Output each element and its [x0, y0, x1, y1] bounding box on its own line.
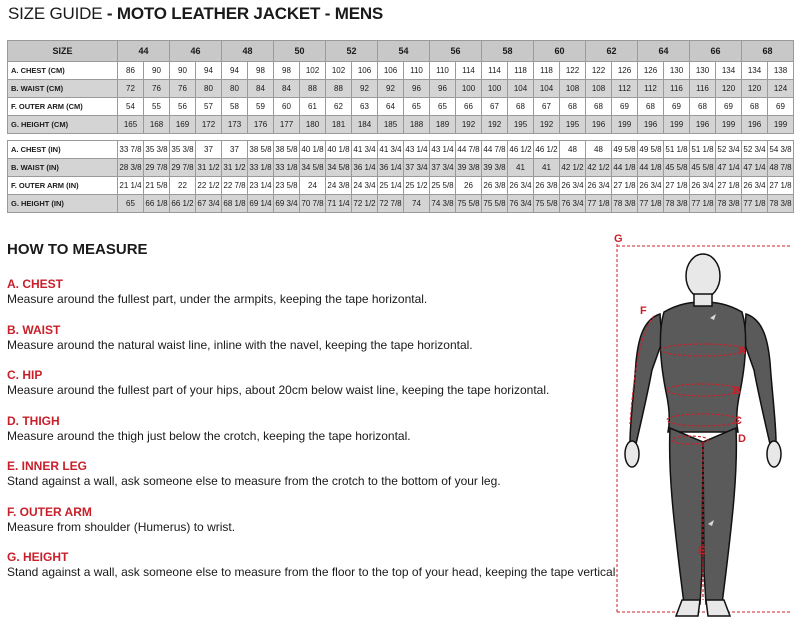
row-label: G. HEIGHT (IN)	[8, 195, 118, 213]
table-cell: 126	[638, 62, 664, 80]
table-cell: 35 3/8	[170, 141, 196, 159]
table-cell: 114	[456, 62, 482, 80]
table-cell: 192	[534, 116, 560, 134]
table-cell: 24 3/8	[326, 177, 352, 195]
table-cell: 199	[664, 116, 690, 134]
table-cell: 68	[742, 98, 768, 116]
measure-title: D. THIGH	[7, 413, 60, 428]
table-cell: 52 3/4	[742, 141, 768, 159]
table-cell: 21 5/8	[144, 177, 170, 195]
table-cell: 177	[274, 116, 300, 134]
table-cell: 199	[716, 116, 742, 134]
table-cell: 104	[534, 80, 560, 98]
row-label: A. CHEST (IN)	[8, 141, 118, 159]
measure-title: E. INNER LEG	[7, 459, 88, 473]
table-cell: 38 5/8	[274, 141, 300, 159]
table-cell: 74	[404, 195, 430, 213]
table-cell: 31 1/2	[196, 159, 222, 177]
table-cell: 120	[716, 80, 742, 98]
table-cell: 58	[222, 98, 248, 116]
table-cell: 26 3/8	[482, 177, 508, 195]
table-cell: 77 1/8	[638, 195, 664, 213]
measure-description: Measure around the fullest part of your hips, about 20cm below waist line, keeping the tape horizontal.	[7, 383, 550, 397]
table-row	[8, 159, 794, 177]
table-cell: 98	[274, 62, 300, 80]
table-spacer	[8, 134, 794, 141]
table-cell: 23 5/8	[274, 177, 300, 195]
measure-description: Stand against a wall, ask someone else to measure from the crotch to the bottom of your leg.	[7, 474, 501, 488]
table-cell: 88	[300, 80, 326, 98]
table-cell: 25 5/8	[430, 177, 456, 195]
table-cell: 78 3/8	[716, 195, 742, 213]
table-row	[8, 177, 794, 195]
table-cell: 92	[378, 80, 404, 98]
table-cell: 196	[742, 116, 768, 134]
table-cell: 69	[664, 98, 690, 116]
table-cell: 66 1/8	[144, 195, 170, 213]
table-cell: 185	[378, 116, 404, 134]
size-header-cell: 58	[482, 41, 534, 62]
table-cell: 76 3/4	[560, 195, 586, 213]
table-cell: 134	[742, 62, 768, 80]
table-cell: 68	[586, 98, 612, 116]
table-cell: 110	[404, 62, 430, 80]
table-cell: 26 3/4	[508, 177, 534, 195]
table-cell: 77 1/8	[742, 195, 768, 213]
table-cell: 49 5/8	[612, 141, 638, 159]
table-cell: 67 3/4	[196, 195, 222, 213]
table-cell: 28 3/8	[118, 159, 144, 177]
size-header-cell: 64	[638, 41, 690, 62]
table-cell: 29 7/8	[144, 159, 170, 177]
table-cell: 112	[638, 80, 664, 98]
table-cell: 44 1/8	[612, 159, 638, 177]
table-cell: 51 1/8	[690, 141, 716, 159]
table-cell: 22	[170, 177, 196, 195]
table-cell: 72	[118, 80, 144, 98]
row-label: F. OUTER ARM (CM)	[8, 98, 118, 116]
table-cell: 37	[196, 141, 222, 159]
row-label: A. CHEST (CM)	[8, 62, 118, 80]
table-cell: 56	[170, 98, 196, 116]
table-cell: 184	[352, 116, 378, 134]
table-row	[8, 62, 794, 80]
table-cell: 22 1/2	[196, 177, 222, 195]
size-header-cell: 68	[742, 41, 794, 62]
table-cell: 195	[560, 116, 586, 134]
table-cell: 34 5/8	[300, 159, 326, 177]
table-cell: 64	[378, 98, 404, 116]
row-label: B. WAIST (IN)	[8, 159, 118, 177]
table-row	[8, 98, 794, 116]
table-cell: 44 7/8	[482, 141, 508, 159]
table-cell: 37 3/4	[430, 159, 456, 177]
table-cell: 173	[222, 116, 248, 134]
table-cell: 42 1/2	[586, 159, 612, 177]
table-cell: 39 3/8	[482, 159, 508, 177]
table-cell: 26	[456, 177, 482, 195]
table-cell: 36 1/4	[378, 159, 404, 177]
table-cell: 124	[768, 80, 794, 98]
table-cell: 33 1/8	[248, 159, 274, 177]
table-cell: 22 7/8	[222, 177, 248, 195]
title-separator: -	[106, 4, 113, 23]
table-cell: 48 7/8	[768, 159, 794, 177]
table-cell: 54	[118, 98, 144, 116]
table-cell: 112	[612, 80, 638, 98]
table-cell: 37 3/4	[404, 159, 430, 177]
size-table	[7, 40, 794, 213]
table-cell: 65	[118, 195, 144, 213]
table-cell: 172	[196, 116, 222, 134]
table-cell: 134	[716, 62, 742, 80]
table-cell: 106	[378, 62, 404, 80]
measure-section	[7, 368, 549, 398]
title-main: MOTO LEATHER JACKET - MENS	[116, 4, 384, 23]
table-cell: 40 1/8	[326, 141, 352, 159]
table-cell: 27 1/8	[716, 177, 742, 195]
table-cell: 42 1/2	[560, 159, 586, 177]
table-cell: 55	[144, 98, 170, 116]
size-header-cell: 60	[534, 41, 586, 62]
size-header-cell: 62	[586, 41, 638, 62]
table-cell: 41 3/4	[378, 141, 404, 159]
table-cell: 176	[248, 116, 274, 134]
table-cell: 98	[248, 62, 274, 80]
table-cell: 116	[690, 80, 716, 98]
table-cell: 196	[690, 116, 716, 134]
table-cell: 68	[560, 98, 586, 116]
size-header-cell: 44	[118, 41, 170, 62]
table-cell: 26 3/4	[586, 177, 612, 195]
table-cell: 33 7/8	[118, 141, 144, 159]
measure-section	[7, 277, 427, 307]
figure-label-e: E	[698, 545, 706, 557]
table-cell: 68 1/8	[222, 195, 248, 213]
measure-section	[7, 414, 411, 444]
size-header-cell: 48	[222, 41, 274, 62]
table-cell: 77 1/8	[586, 195, 612, 213]
table-cell: 61	[300, 98, 326, 116]
table-cell: 76	[170, 80, 196, 98]
table-cell: 23 1/4	[248, 177, 274, 195]
table-cell: 75 5/8	[482, 195, 508, 213]
table-cell: 130	[690, 62, 716, 80]
table-cell: 36 1/4	[352, 159, 378, 177]
table-cell: 52 3/4	[716, 141, 742, 159]
table-cell: 62	[326, 98, 352, 116]
table-spacer-cell	[8, 134, 794, 141]
table-cell: 78 3/8	[768, 195, 794, 213]
table-cell: 24 3/4	[352, 177, 378, 195]
table-cell: 21 1/4	[118, 177, 144, 195]
table-cell: 54 3/8	[768, 141, 794, 159]
size-header-cell: 46	[170, 41, 222, 62]
table-cell: 45 5/8	[690, 159, 716, 177]
table-cell: 72 7/8	[378, 195, 404, 213]
table-cell: 104	[508, 80, 534, 98]
table-cell: 31 1/2	[222, 159, 248, 177]
figure-label-f: F	[640, 305, 647, 317]
table-row	[8, 80, 794, 98]
table-cell: 192	[456, 116, 482, 134]
table-cell: 90	[170, 62, 196, 80]
table-cell: 77 1/8	[690, 195, 716, 213]
body-measurement-figure-icon	[590, 232, 800, 630]
measure-description: Stand against a wall, ask someone else to measure from the floor to the top of your head, keeping the tape vertical.	[7, 565, 619, 579]
table-cell: 26 3/4	[560, 177, 586, 195]
table-cell: 26 3/4	[638, 177, 664, 195]
table-cell: 25 1/4	[378, 177, 404, 195]
table-cell: 180	[300, 116, 326, 134]
figure-label-b: B	[733, 385, 741, 397]
table-cell: 188	[404, 116, 430, 134]
table-cell: 76	[144, 80, 170, 98]
table-cell: 69 1/4	[248, 195, 274, 213]
table-cell: 75 5/8	[456, 195, 482, 213]
size-header-label: SIZE	[8, 41, 118, 62]
measure-section	[7, 323, 473, 353]
table-cell: 196	[638, 116, 664, 134]
table-cell: 78 3/8	[612, 195, 638, 213]
figure-label-d: D	[738, 433, 746, 445]
table-cell: 40 1/8	[300, 141, 326, 159]
table-cell: 51 1/8	[664, 141, 690, 159]
table-cell: 84	[274, 80, 300, 98]
table-cell: 90	[144, 62, 170, 80]
table-cell: 199	[612, 116, 638, 134]
table-cell: 66	[456, 98, 482, 116]
measure-title: G. HEIGHT	[7, 550, 69, 564]
row-label: G. HEIGHT (CM)	[8, 116, 118, 134]
size-header-cell: 54	[378, 41, 430, 62]
table-cell: 41	[534, 159, 560, 177]
size-header-cell: 66	[690, 41, 742, 62]
table-cell: 78 3/8	[664, 195, 690, 213]
table-cell: 60	[274, 98, 300, 116]
table-cell: 33 1/8	[274, 159, 300, 177]
table-cell: 27 1/8	[768, 177, 794, 195]
table-cell: 35 3/8	[144, 141, 170, 159]
table-cell: 43 1/4	[430, 141, 456, 159]
table-cell: 130	[664, 62, 690, 80]
table-cell: 80	[222, 80, 248, 98]
table-cell: 46 1/2	[508, 141, 534, 159]
table-cell: 114	[482, 62, 508, 80]
table-cell: 26 3/4	[742, 177, 768, 195]
table-cell: 84	[248, 80, 274, 98]
figure-label-c: C	[734, 415, 742, 427]
measure-description: Measure around the thigh just below the crotch, keeping the tape horizontal.	[7, 428, 411, 443]
table-cell: 110	[430, 62, 456, 80]
table-cell: 75 5/8	[534, 195, 560, 213]
table-row	[8, 141, 794, 159]
table-cell: 102	[326, 62, 352, 80]
table-cell: 39 3/8	[456, 159, 482, 177]
row-label: B. WAIST (CM)	[8, 80, 118, 98]
figure-label-g: G	[614, 233, 623, 245]
table-cell: 41 3/4	[352, 141, 378, 159]
figure-label-a: A	[738, 345, 746, 357]
table-cell: 189	[430, 116, 456, 134]
table-cell: 165	[118, 116, 144, 134]
measure-description: Measure around the fullest part, under the armpits, keeping the tape horizontal.	[7, 292, 428, 306]
table-cell: 67	[534, 98, 560, 116]
table-cell: 69 3/4	[274, 195, 300, 213]
table-cell: 80	[196, 80, 222, 98]
table-cell: 49 5/8	[638, 141, 664, 159]
table-cell: 94	[196, 62, 222, 80]
table-cell: 65	[430, 98, 456, 116]
table-cell: 37	[222, 141, 248, 159]
table-cell: 57	[196, 98, 222, 116]
table-cell: 66 1/2	[170, 195, 196, 213]
measure-description: Measure from shoulder (Humerus) to wrist.	[7, 519, 236, 534]
table-cell: 74 3/8	[430, 195, 456, 213]
table-cell: 118	[508, 62, 534, 80]
table-cell: 86	[118, 62, 144, 80]
table-cell: 100	[482, 80, 508, 98]
table-cell: 72 1/2	[352, 195, 378, 213]
size-header-cell: 56	[430, 41, 482, 62]
table-cell: 92	[352, 80, 378, 98]
table-cell: 69	[612, 98, 638, 116]
table-cell: 108	[586, 80, 612, 98]
table-cell: 138	[768, 62, 794, 80]
table-cell: 43 1/4	[404, 141, 430, 159]
table-row	[8, 116, 794, 134]
measure-section	[7, 505, 235, 535]
table-cell: 192	[482, 116, 508, 134]
measure-section	[7, 550, 619, 580]
table-cell: 41	[508, 159, 534, 177]
title-prefix: SIZE GUIDE	[8, 4, 103, 23]
table-cell: 100	[456, 80, 482, 98]
table-cell: 48	[586, 141, 612, 159]
table-cell: 59	[248, 98, 274, 116]
measure-title: C. HIP	[7, 368, 43, 382]
table-cell: 102	[300, 62, 326, 80]
page-title	[8, 4, 383, 24]
table-cell: 25 1/2	[404, 177, 430, 195]
table-cell: 63	[352, 98, 378, 116]
size-header-row	[8, 41, 794, 62]
table-row	[8, 195, 794, 213]
table-cell: 27 1/8	[664, 177, 690, 195]
table-cell: 70 7/8	[300, 195, 326, 213]
table-cell: 46 1/2	[534, 141, 560, 159]
measure-description: Measure around the natural waist line, inline with the navel, keeping the tape horizontal.	[7, 337, 473, 352]
how-to-measure-heading: HOW TO MEASURE	[7, 241, 148, 258]
table-cell: 96	[430, 80, 456, 98]
table-cell: 169	[170, 116, 196, 134]
table-cell: 108	[560, 80, 586, 98]
table-cell: 67	[482, 98, 508, 116]
table-cell: 181	[326, 116, 352, 134]
table-cell: 96	[404, 80, 430, 98]
table-cell: 68	[638, 98, 664, 116]
size-header-cell: 50	[274, 41, 326, 62]
table-cell: 44 1/8	[638, 159, 664, 177]
table-cell: 27 1/8	[612, 177, 638, 195]
table-cell: 120	[742, 80, 768, 98]
table-cell: 24	[300, 177, 326, 195]
table-cell: 196	[586, 116, 612, 134]
table-cell: 65	[404, 98, 430, 116]
table-cell: 69	[716, 98, 742, 116]
measure-title: F. OUTER ARM	[7, 504, 92, 519]
table-cell: 69	[768, 98, 794, 116]
table-cell: 106	[352, 62, 378, 80]
table-cell: 38 5/8	[248, 141, 274, 159]
table-cell: 126	[612, 62, 638, 80]
table-cell: 26 3/4	[690, 177, 716, 195]
table-cell: 88	[326, 80, 352, 98]
measure-title: A. CHEST	[7, 277, 64, 291]
table-cell: 122	[586, 62, 612, 80]
table-cell: 45 5/8	[664, 159, 690, 177]
table-cell: 26 3/8	[534, 177, 560, 195]
measure-section	[7, 459, 501, 489]
row-label: F. OUTER ARM (IN)	[8, 177, 118, 195]
table-cell: 68	[690, 98, 716, 116]
table-cell: 47 1/4	[716, 159, 742, 177]
table-cell: 29 7/8	[170, 159, 196, 177]
table-cell: 199	[768, 116, 794, 134]
measure-title: B. WAIST	[7, 322, 61, 337]
table-cell: 44 7/8	[456, 141, 482, 159]
table-cell: 71 1/4	[326, 195, 352, 213]
table-cell: 168	[144, 116, 170, 134]
table-cell: 76 3/4	[508, 195, 534, 213]
size-header-cell: 52	[326, 41, 378, 62]
table-cell: 94	[222, 62, 248, 80]
table-cell: 122	[560, 62, 586, 80]
table-cell: 34 5/8	[326, 159, 352, 177]
table-cell: 68	[508, 98, 534, 116]
table-cell: 47 1/4	[742, 159, 768, 177]
table-cell: 48	[560, 141, 586, 159]
table-cell: 118	[534, 62, 560, 80]
table-cell: 195	[508, 116, 534, 134]
table-cell: 116	[664, 80, 690, 98]
